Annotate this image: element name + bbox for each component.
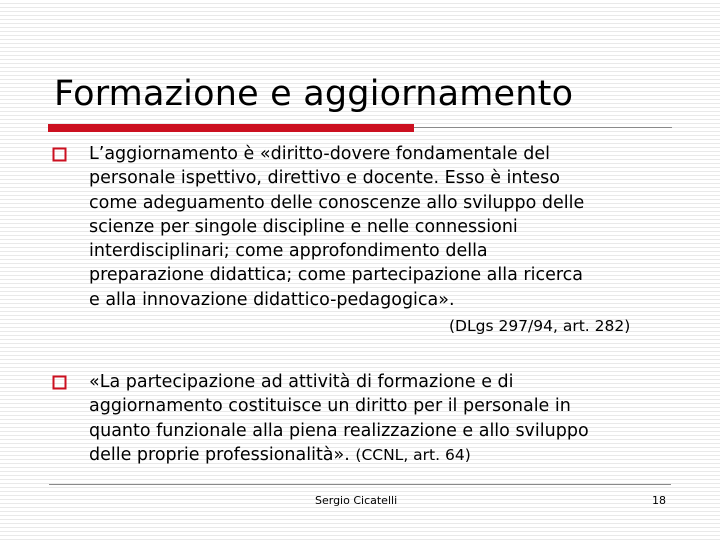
bullet-1-line: preparazione didattica; come partecipazione alla ricerca [89,265,583,286]
bullet-1-line: interdisciplinari; come approfondimento della [89,241,488,262]
bullet-1-line: e alla innovazione didattico-pedagogica». [89,289,455,310]
hollow-square-bullet-icon [52,375,67,390]
title-underline-rule [414,127,672,128]
bullet-text-1 [89,142,689,312]
bullet-1-line: personale ispettivo, direttivo e docente. Esso è inteso [89,168,560,189]
footer-divider [49,484,671,485]
citation-dlgs: (DLgs 297/94, art. 282) [449,317,631,335]
bullet-2-line-last [89,443,689,467]
hollow-square-bullet-icon [52,147,67,162]
title-underline-accent [48,124,414,132]
bullet-text-2 [89,370,689,467]
bullet-1-line: come adeguamento delle conoscenze allo sviluppo delle [89,192,585,213]
bullet-2-line: «La partecipazione ad attività di formazione e di [89,372,514,392]
slide-title: Formazione e aggiornamento [54,74,574,114]
citation-ccnl: (CCNL, art. 64) [355,445,471,464]
bullet-1-line: scienze per singole discipline e nelle connessioni [89,216,518,237]
page-number: 18 [652,494,666,507]
bullet-1-line: L’aggiornamento è «diritto-dovere fondamentale del [89,144,550,164]
bullet-2-line: quanto funzionale alla piena realizzazione e allo sviluppo [89,420,589,441]
footer-author: Sergio Cicatelli [315,494,398,507]
bullet-2-line-text: delle proprie professionalità». [89,444,350,465]
bullet-2-line: aggiornamento costituisce un diritto per il personale in [89,396,571,417]
